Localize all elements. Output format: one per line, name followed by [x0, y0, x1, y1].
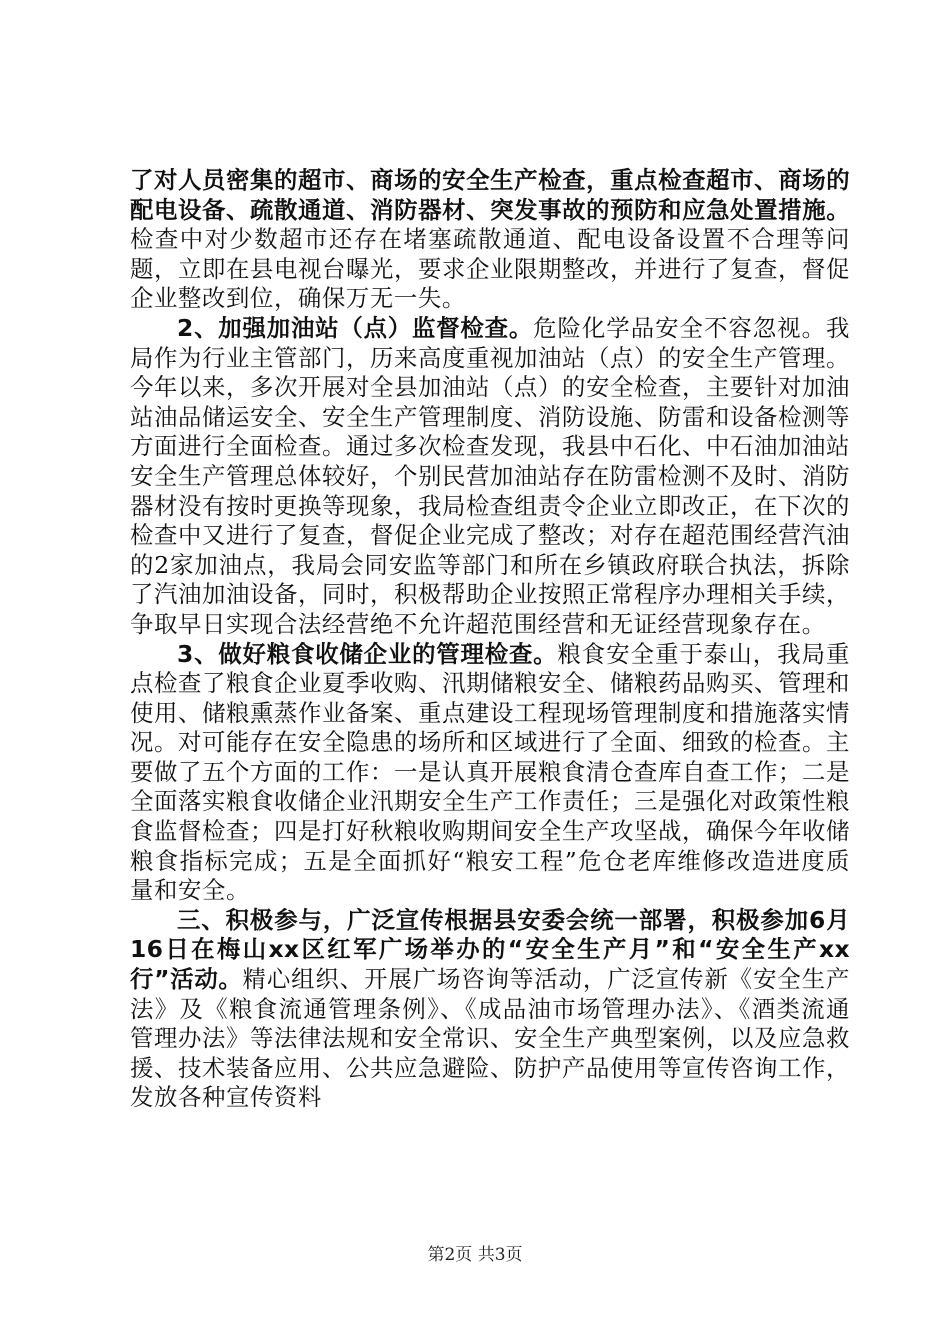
paragraph-4-heading: 三、积极参与，广泛宣传根据县安委会统一部署，积极参加6月16日在梅山xx区红军广场举办的“安全生产月”和“安全生产xx行”活动。	[130, 905, 850, 994]
paragraph-3	[130, 640, 850, 906]
paragraph-2-text: 危险化学品安全不容忽视。我局作为行业主管部门，历来高度重视加油站（点）的安全生产管理。今年以来，多次开展对全县加油站（点）的安全检查，主要针对加油站油品储运安全、安全生产管理制度、消防设施、防雷和设备检测等方面进行全面检查。通过多次检查发现，我县中石化、中石油加油站安全生产管理总体较好，个别民营加油站存在防雷检测不及时、消防器材没有按时更换等现象，我局检查组责令企业立即改正，在下次的检查中又进行了复查，督促企业完成了整改；对存在超范围经营汽油的2家加油点，我局会同安监等部门和所在乡镇政府联合执法，拆除了汽油加油设备，同时，积极帮助企业按照正常程序办理相关手续，争取早日实现合法经营绝不允许超范围经营和无证经营现象存在。	[130, 313, 850, 638]
paragraph-4-text: 精心组织、开展广场咨询等活动，广泛宣传新《安全生产法》及《粮食流通管理条例》、《成品油市场管理办法》、《酒类流通管理办法》等法律法规和安全常识、安全生产典型案例，以及应急救援、技术装备应用、公共应急避险、防护产品使用等宣传咨询工作，发放各种宣传资料	[130, 965, 851, 1112]
paragraph-1	[130, 166, 850, 314]
page-number-footer: 第2页 共3页	[427, 1245, 523, 1265]
paragraph-3-text: 粮食安全重于泰山，我局重点检查了粮食企业夏季收购、汛期储粮安全、储粮药品购买、管理和使用、储粮熏蒸作业备案、重点建设工程现场管理制度和措施落实情况。对可能存在安全隐患的场所和区域进行了全面、细致的检查。主要做了五个方面的工作：一是认真开展粮食清仓查库自查工作；二是全面落实粮食收储企业汛期安全生产工作责任；三是强化对政策性粮食监督检查；四是打好秋粮收购期间安全生产攻坚战，确保今年收储粮食指标完成；五是全面抓好“粮安工程”危仓老库维修改造进度质量和安全。	[130, 639, 850, 905]
paragraph-1-text: 检查中对少数超市还存在堵塞疏散通道、配电设备设置不合理等问题，立即在县电视台曝光，要求企业限期整改，并进行了复查，督促企业整改到位，确保万无一失。	[130, 225, 850, 313]
document-body	[130, 166, 850, 1113]
paragraph-2-heading: 2、加强加油站（点）监督检查。	[177, 313, 534, 342]
paragraph-1-heading: 了对人员密集的超市、商场的安全生产检查，重点检查超市、商场的配电设备、疏散通道、消防器材、突发事故的预防和应急处置措施。	[130, 166, 850, 224]
paragraph-2	[130, 314, 850, 640]
paragraph-3-heading: 3、做好粮食收储企业的管理检查。	[177, 639, 558, 668]
paragraph-4	[130, 906, 850, 1113]
